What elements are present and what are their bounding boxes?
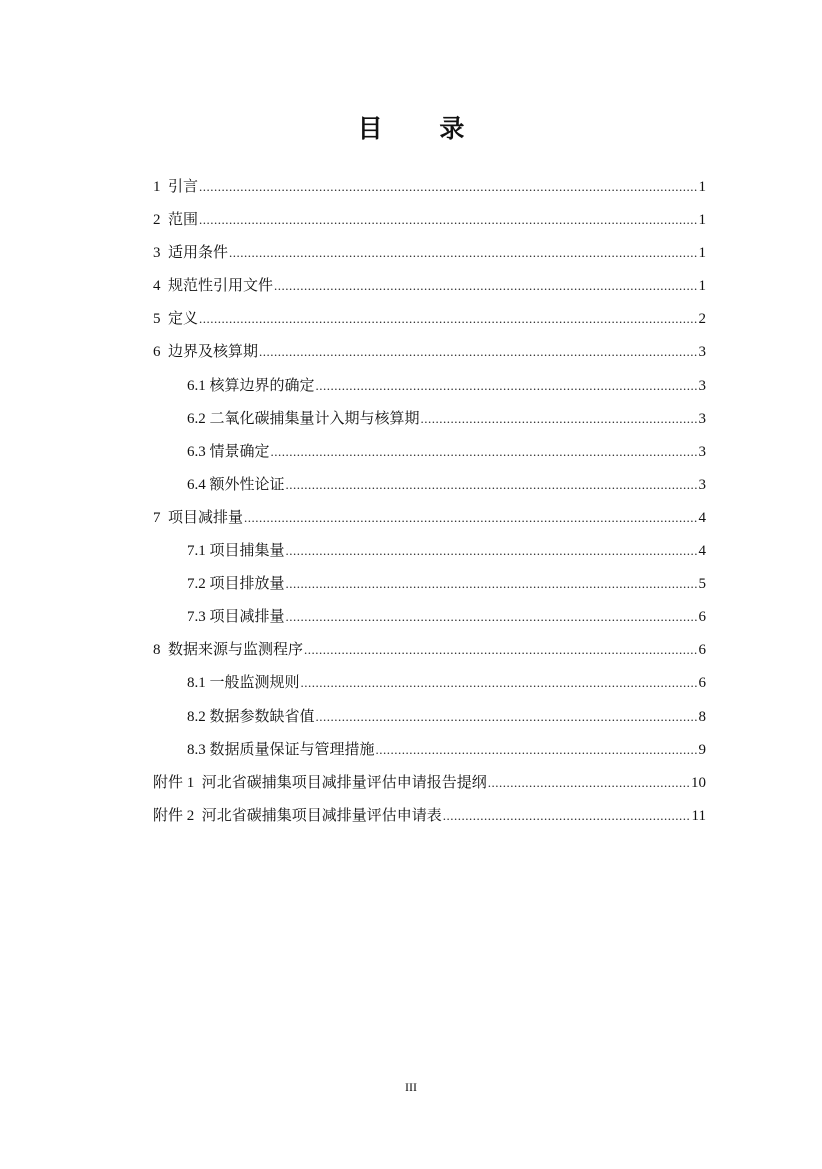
toc-dot-leader [304, 633, 697, 666]
toc-dot-leader [286, 468, 698, 501]
toc-entry-title: 引言 [168, 177, 199, 195]
toc-entry-3[interactable] [153, 236, 706, 269]
toc-entry-title: 适用条件 [168, 243, 229, 262]
toc-entry-number: 附件 1 [153, 774, 195, 791]
toc-entry-page-number: 6 [698, 609, 706, 626]
toc-entry-number: 5 [153, 311, 161, 328]
toc-entry-title: 数据质量保证与管理措施 [209, 739, 375, 758]
toc-entry-number: 7.2 [187, 576, 206, 593]
toc-dot-leader [229, 236, 697, 269]
toc-entry-number: 6.4 [187, 476, 206, 493]
toc-entry-title: 核算边界的确定 [209, 375, 315, 394]
toc-dot-leader [199, 302, 697, 335]
toc-entry-title: 数据来源与监测程序 [168, 640, 304, 659]
toc-entry-title: 额外性论证 [209, 474, 285, 493]
toc-entry-title: 定义 [168, 309, 199, 328]
toc-entry-page-number: 3 [698, 443, 706, 460]
toc-entry-number: 8.3 [187, 741, 206, 758]
toc-dot-leader [316, 700, 698, 733]
toc-entry-8[interactable] [153, 633, 706, 666]
toc-entry-page-number: 4 [698, 509, 706, 526]
toc-dot-leader [286, 600, 698, 633]
toc-entry-page-number: 3 [698, 344, 706, 361]
toc-entry-number: 6.1 [187, 377, 206, 394]
toc-entry-number: 6 [153, 344, 161, 361]
toc-entry-title: 情景确定 [209, 441, 270, 460]
toc-dot-leader [271, 435, 698, 468]
page-footer-number: III [405, 1080, 417, 1094]
toc-entry-title: 规范性引用文件 [168, 276, 274, 295]
toc-dot-leader [286, 567, 698, 600]
toc-entry-page-number: 6 [698, 642, 706, 659]
toc-dot-leader [199, 170, 697, 203]
toc-entry-number: 7.3 [187, 609, 206, 626]
toc-entry-page-number: 4 [698, 543, 706, 560]
toc-entry-number: 2 [153, 212, 161, 229]
toc-entry-title: 边界及核算期 [168, 342, 259, 361]
toc-entry-page-number: 11 [691, 807, 706, 824]
toc-entry-title: 范围 [168, 210, 199, 229]
toc-entry-title: 项目捕集量 [209, 541, 285, 560]
toc-entry-6-2[interactable] [153, 402, 706, 435]
toc-entry-8-3[interactable] [153, 733, 706, 766]
toc-entry-title: 河北省碳捕集项目减排量评估申请报告提纲 [201, 772, 487, 791]
toc-dot-leader [421, 402, 698, 435]
toc-dot-leader [316, 369, 698, 402]
toc-entry-1[interactable] [153, 170, 706, 203]
toc-entry-number: 6.2 [187, 410, 206, 427]
toc-entry-page-number: 1 [698, 278, 706, 295]
toc-entry-number: 7.1 [187, 543, 206, 560]
page-title: 目 录 [357, 113, 489, 143]
toc-entry-number: 6.3 [187, 443, 206, 460]
toc-entry-number: 1 [153, 179, 161, 195]
toc-entry-7-1[interactable] [153, 534, 706, 567]
toc-dot-leader [301, 666, 698, 699]
toc-entry-page-number: 5 [698, 576, 706, 593]
toc-entry-title: 项目减排量 [209, 607, 285, 626]
toc-entry-page-number: 3 [698, 410, 706, 427]
toc-dot-leader [259, 335, 697, 368]
toc-entry-8-2[interactable] [153, 700, 706, 733]
toc-entry-page-number: 3 [698, 476, 706, 493]
toc-entry-6-1[interactable] [153, 369, 706, 402]
toc-entry-page-number: 10 [691, 774, 706, 791]
toc-entry-title: 项目减排量 [168, 507, 244, 526]
toc-entry-number: 8.2 [187, 708, 206, 725]
toc-entry-6-3[interactable] [153, 435, 706, 468]
toc-entry-7-2[interactable] [153, 567, 706, 600]
toc-entry-page-number: 6 [698, 675, 706, 692]
toc-entry-title: 河北省碳捕集项目减排量评估申请表 [201, 805, 442, 824]
toc-entry-5[interactable] [153, 302, 706, 335]
toc-entry-4[interactable] [153, 269, 706, 302]
toc-entry-title: 数据参数缺省值 [209, 706, 315, 725]
toc-entry-page-number: 3 [698, 377, 706, 394]
toc-entry-page-number: 8 [698, 708, 706, 725]
toc-entry-number: 3 [153, 245, 161, 262]
toc-dot-leader [244, 501, 697, 534]
table-of-contents [153, 170, 706, 832]
toc-entry-page-number: 1 [698, 212, 706, 229]
toc-entry-page-number: 1 [698, 179, 706, 195]
toc-entry-title: 一般监测规则 [209, 673, 300, 692]
toc-entry-number: 附件 2 [153, 807, 195, 824]
toc-entry-7[interactable] [153, 501, 706, 534]
toc-entry-number: 8 [153, 642, 161, 659]
toc-entry-title: 项目排放量 [209, 574, 285, 593]
toc-dot-leader [199, 203, 697, 236]
toc-dot-leader [286, 534, 698, 567]
toc-dot-leader [443, 799, 691, 832]
toc-entry-6[interactable] [153, 335, 706, 368]
toc-entry-number: 7 [153, 509, 161, 526]
toc-dot-leader [376, 733, 698, 766]
toc-entry-6-4[interactable] [153, 468, 706, 501]
toc-entry-page-number: 2 [698, 311, 706, 328]
toc-entry-7-3[interactable] [153, 600, 706, 633]
toc-entry-page-number: 1 [698, 245, 706, 262]
toc-entry-page-number: 9 [698, 741, 706, 758]
toc-entry-title: 二氧化碳捕集量计入期与核算期 [209, 408, 420, 427]
toc-entry-number: 8.1 [187, 675, 206, 692]
toc-entry-2[interactable] [153, 203, 706, 236]
toc-dot-leader [488, 766, 690, 799]
toc-entry-附件-2[interactable] [153, 799, 706, 832]
toc-dot-leader [274, 269, 697, 302]
toc-entry-8-1[interactable] [153, 666, 706, 699]
toc-entry-number: 4 [153, 278, 161, 295]
toc-entry-附件-1[interactable] [153, 766, 706, 799]
